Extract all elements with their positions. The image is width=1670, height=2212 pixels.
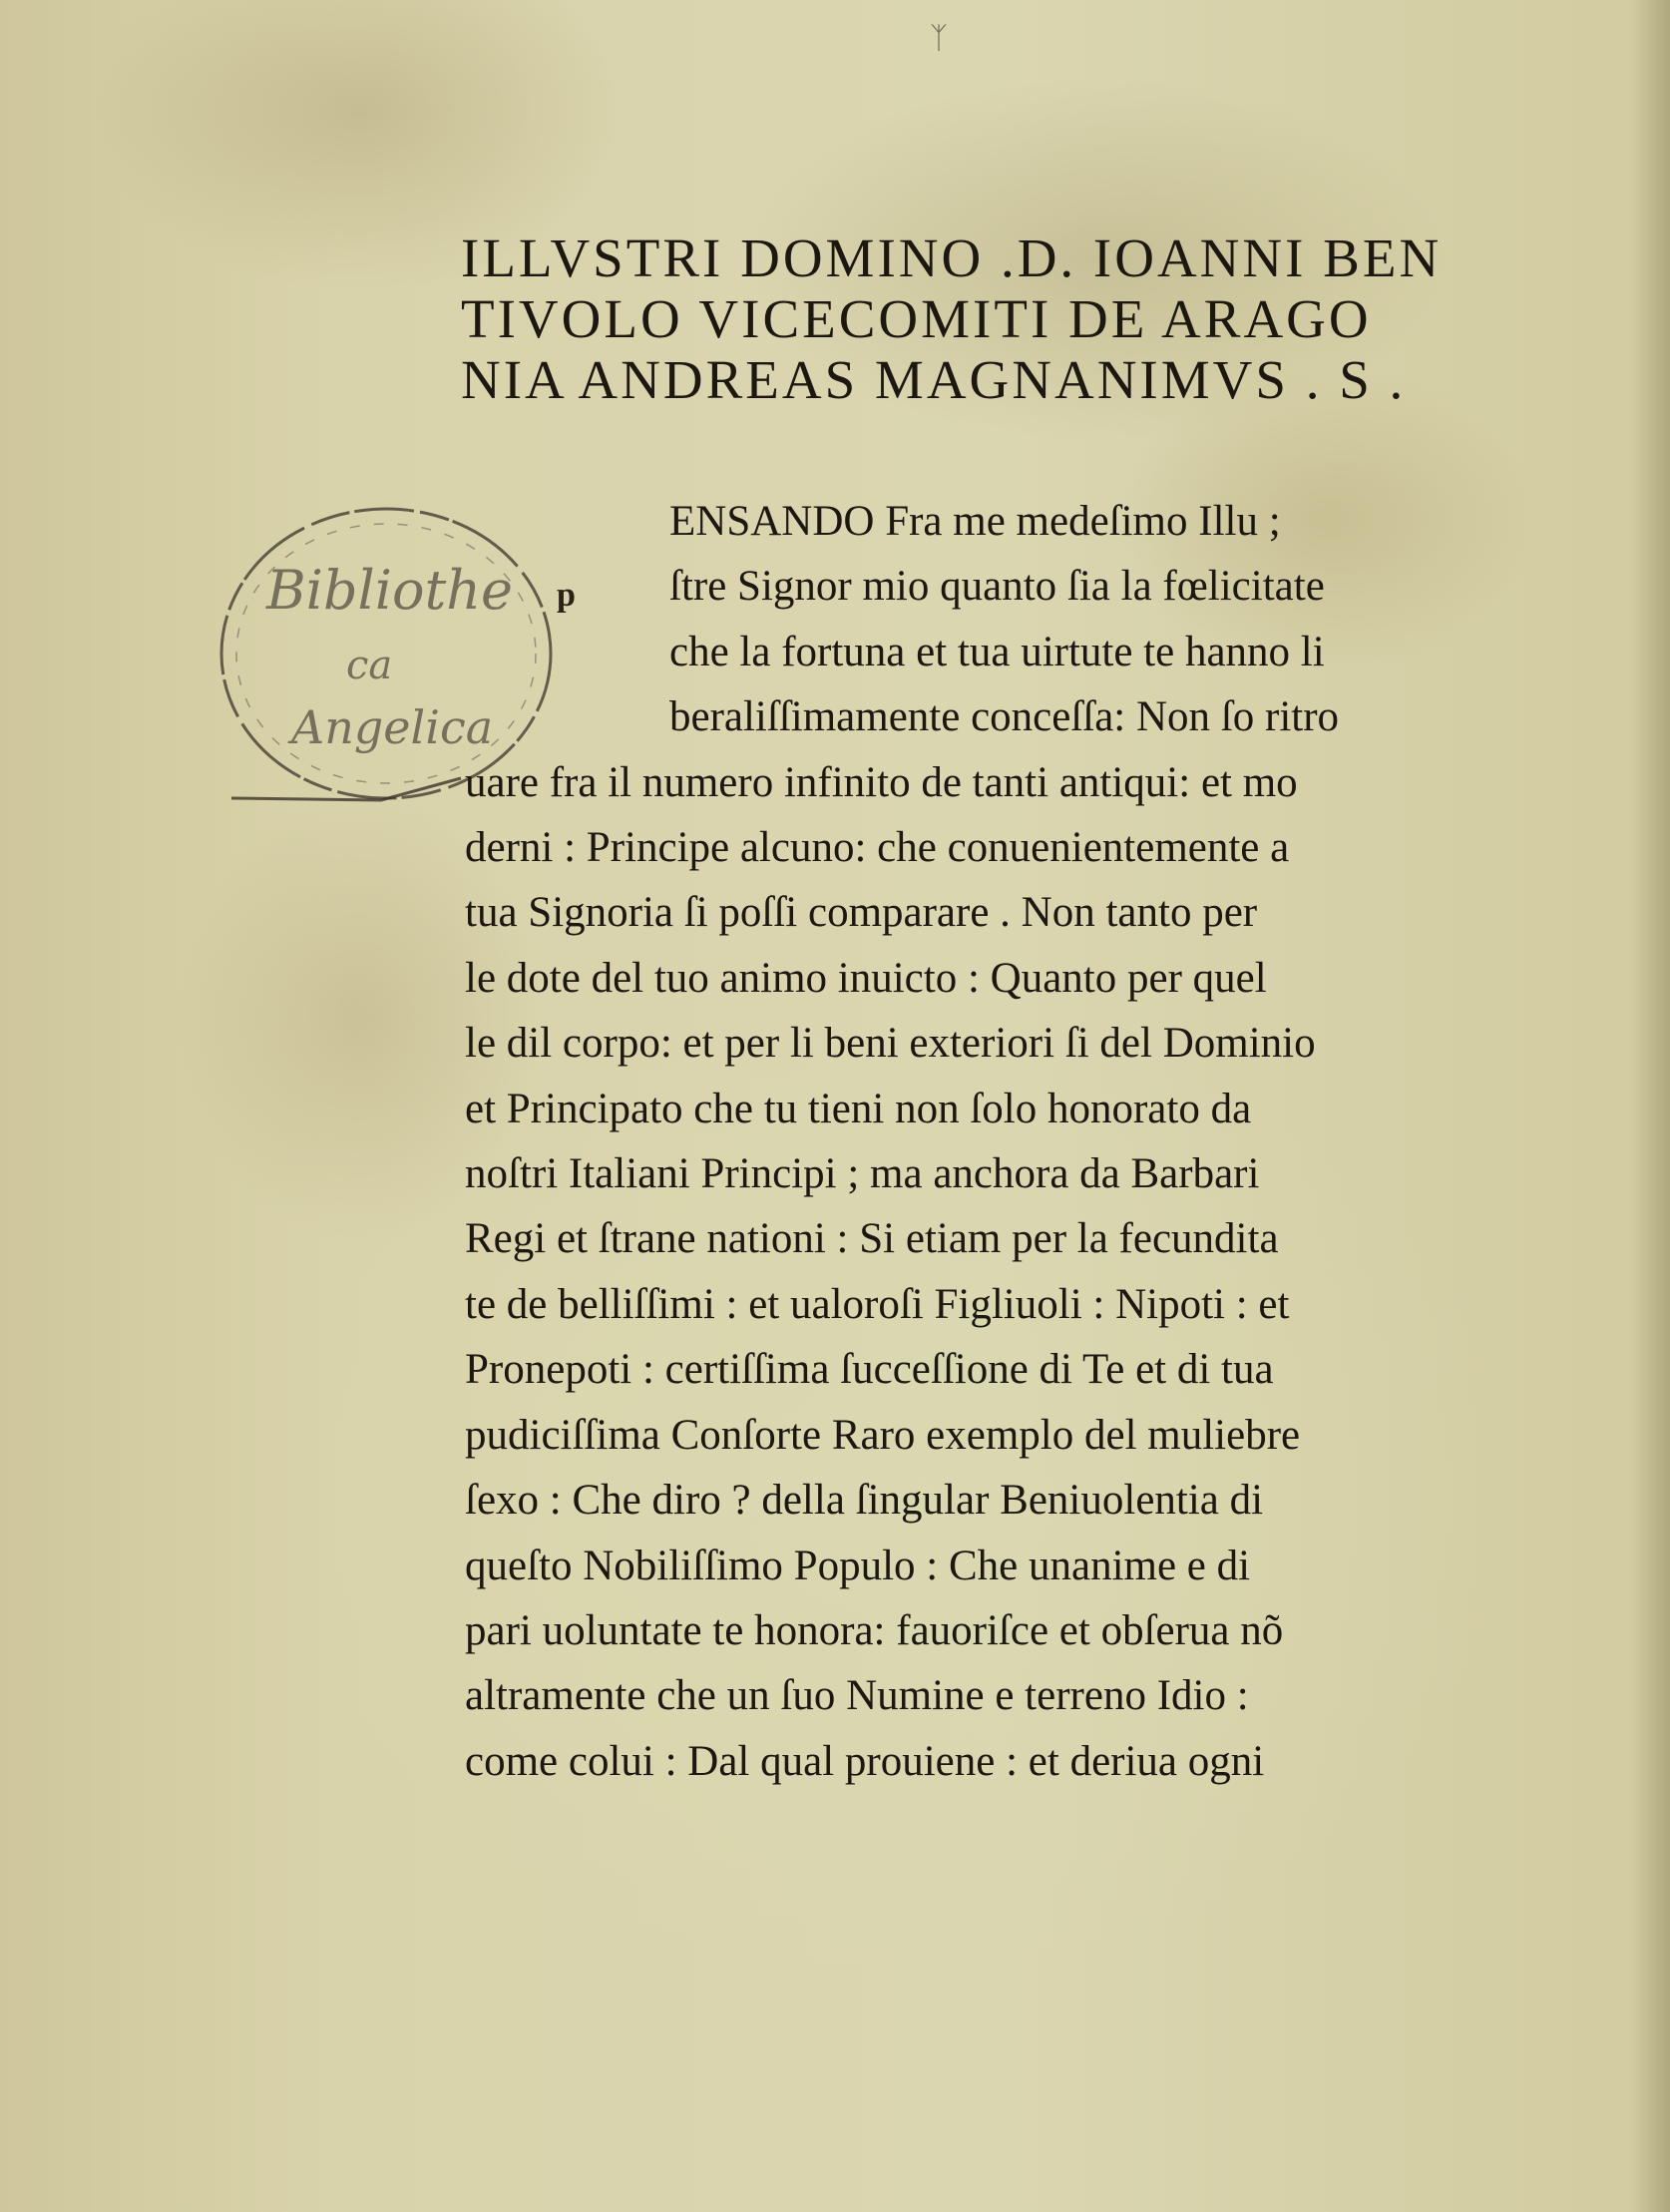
stamp-line: Angelica <box>291 700 494 754</box>
body-line: pudiciſſima Conſorte Raro exemplo del muliebre <box>465 1411 1301 1459</box>
printer-mark-icon: ᛉ <box>930 21 948 56</box>
initial-guide-letter: p <box>557 577 576 614</box>
body-line: ſexo : Che diro ? della ſingular Beniuolentia di <box>465 1477 1264 1525</box>
body-line: queſto Nobiliſſimo Populo : Che unanime e di <box>465 1542 1251 1589</box>
heading-line: ILLVSTRI DOMINO .D. IOANNI BEN <box>461 227 1443 288</box>
body-line: come colui : Dal qual prouiene : et deriua ogni <box>465 1737 1265 1785</box>
body-line: ſtre Signor mio quanto ſia la fœlicitate <box>669 563 1325 611</box>
body-line: tua Signoria ſi poſſi comparare . Non tanto per <box>465 889 1258 937</box>
body-line: derni : Principe alcuno: che conuenientemente a <box>465 824 1290 872</box>
dedication-heading <box>461 227 1518 410</box>
body-line: noſtri Italiani Principi ; ma anchora da Barbari <box>465 1150 1260 1198</box>
heading-line: NIA ANDREAS MAGNANIMVS . S . <box>461 349 1407 410</box>
dedication-body <box>465 489 1522 1794</box>
body-line: Pronepoti : certiſſima ſucceſſione di Te et di tua <box>465 1346 1274 1394</box>
body-line: pari uoluntate te honora: fauoriſce et obſerua nõ <box>465 1606 1284 1654</box>
body-line: le dil corpo: et per li beni exteriori ſi del Dominio <box>465 1020 1316 1068</box>
body-line: che la fortuna et tua uirtute te hanno li <box>669 628 1325 675</box>
body-line: te de belliſſimi : et ualoroſi Figliuoli : Nipoti : et <box>465 1280 1290 1328</box>
stamp-line: Bibliothe <box>266 559 514 622</box>
body-line: le dote del tuo animo inuicto : Quanto per quel <box>465 954 1267 1002</box>
body-line: ENSANDO Fra me medeſimo Illu ; <box>669 498 1281 545</box>
body-line: beraliſſimamente conceſſa: Non ſo ritro <box>669 693 1340 741</box>
body-line: altramente che un ſuo Numine e terreno Idio : <box>465 1672 1249 1720</box>
body-line: Regi et ſtrane nationi : Si etiam per la fecundita <box>465 1215 1279 1263</box>
body-line: uare fra il numero infinito de tanti antiqui: et mo <box>465 758 1298 806</box>
heading-line: TIVOLO VICECOMITI DE ARAGO <box>461 288 1372 349</box>
stamp-line: ca <box>346 643 393 688</box>
page-edge-shadow <box>1630 0 1670 2212</box>
body-line: et Principato che tu tieni non ſolo honorato da <box>465 1085 1252 1132</box>
